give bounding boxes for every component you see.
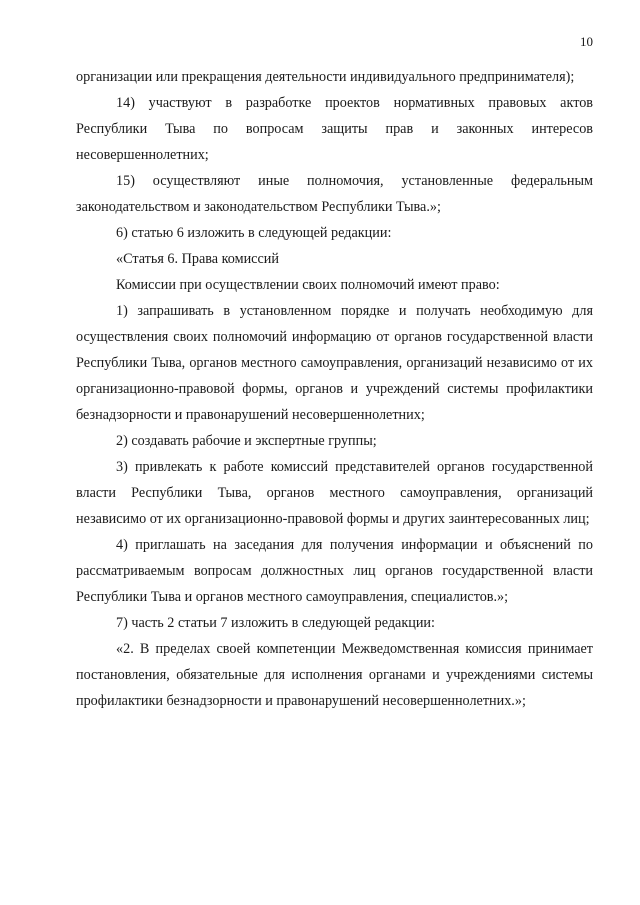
- paragraph-amendment-6: 6) статью 6 изложить в следующей редакции:: [116, 225, 392, 241]
- paragraph-right-3: 3) привлекать к работе комиссий представителей органов государственной власти Республики Тыва, органов местного самоуправления, организаций независимо от их организационно-правовой формы и других заинтересованных лиц;: [76, 459, 593, 527]
- paragraph-article-7-part-2: «2. В пределах своей компетенции Межведомственная комиссия принимает постановления, обязательные для исполнения органами и учреждениями системы профилактики безнадзорности и правонарушений несовершеннолетних.»;: [76, 641, 593, 709]
- paragraph-item-15: 15) осуществляют иные полномочия, установленные федеральным законодательством и законодательством Республики Тыва.»;: [76, 173, 593, 215]
- paragraph-item-14: 14) участвуют в разработке проектов нормативных правовых актов Республики Тыва по вопросам защиты прав и законных интересов несовершеннолетних;: [76, 95, 593, 163]
- article-6-heading: «Статья 6. Права комиссий: [116, 251, 279, 267]
- paragraph-amendment-7: 7) часть 2 статьи 7 изложить в следующей редакции:: [116, 615, 435, 631]
- paragraph-rights-intro: Комиссии при осуществлении своих полномочий имеют право:: [116, 277, 500, 293]
- document-body: [76, 64, 593, 714]
- paragraph-right-4: 4) приглашать на заседания для получения информации и объяснений по рассматриваемым вопросам должностных лиц органов государственной власти Республики Тыва и органов местного самоуправления, специалистов.»;: [76, 537, 593, 605]
- paragraph-right-1: 1) запрашивать в установленном порядке и получать необходимую для осуществления своих полномочий информацию от органов государственной власти Республики Тыва, органов местного самоуправления, организаций независимо от их организационно-правовой формы, органов и учреждений системы профилактики безнадзорности и правонарушений несовершеннолетних;: [76, 303, 593, 423]
- paragraph-right-2: 2) создавать рабочие и экспертные группы;: [116, 433, 377, 449]
- paragraph-continuation: организации или прекращения деятельности индивидуального предпринимателя);: [76, 69, 575, 85]
- page-number: 10: [580, 34, 593, 49]
